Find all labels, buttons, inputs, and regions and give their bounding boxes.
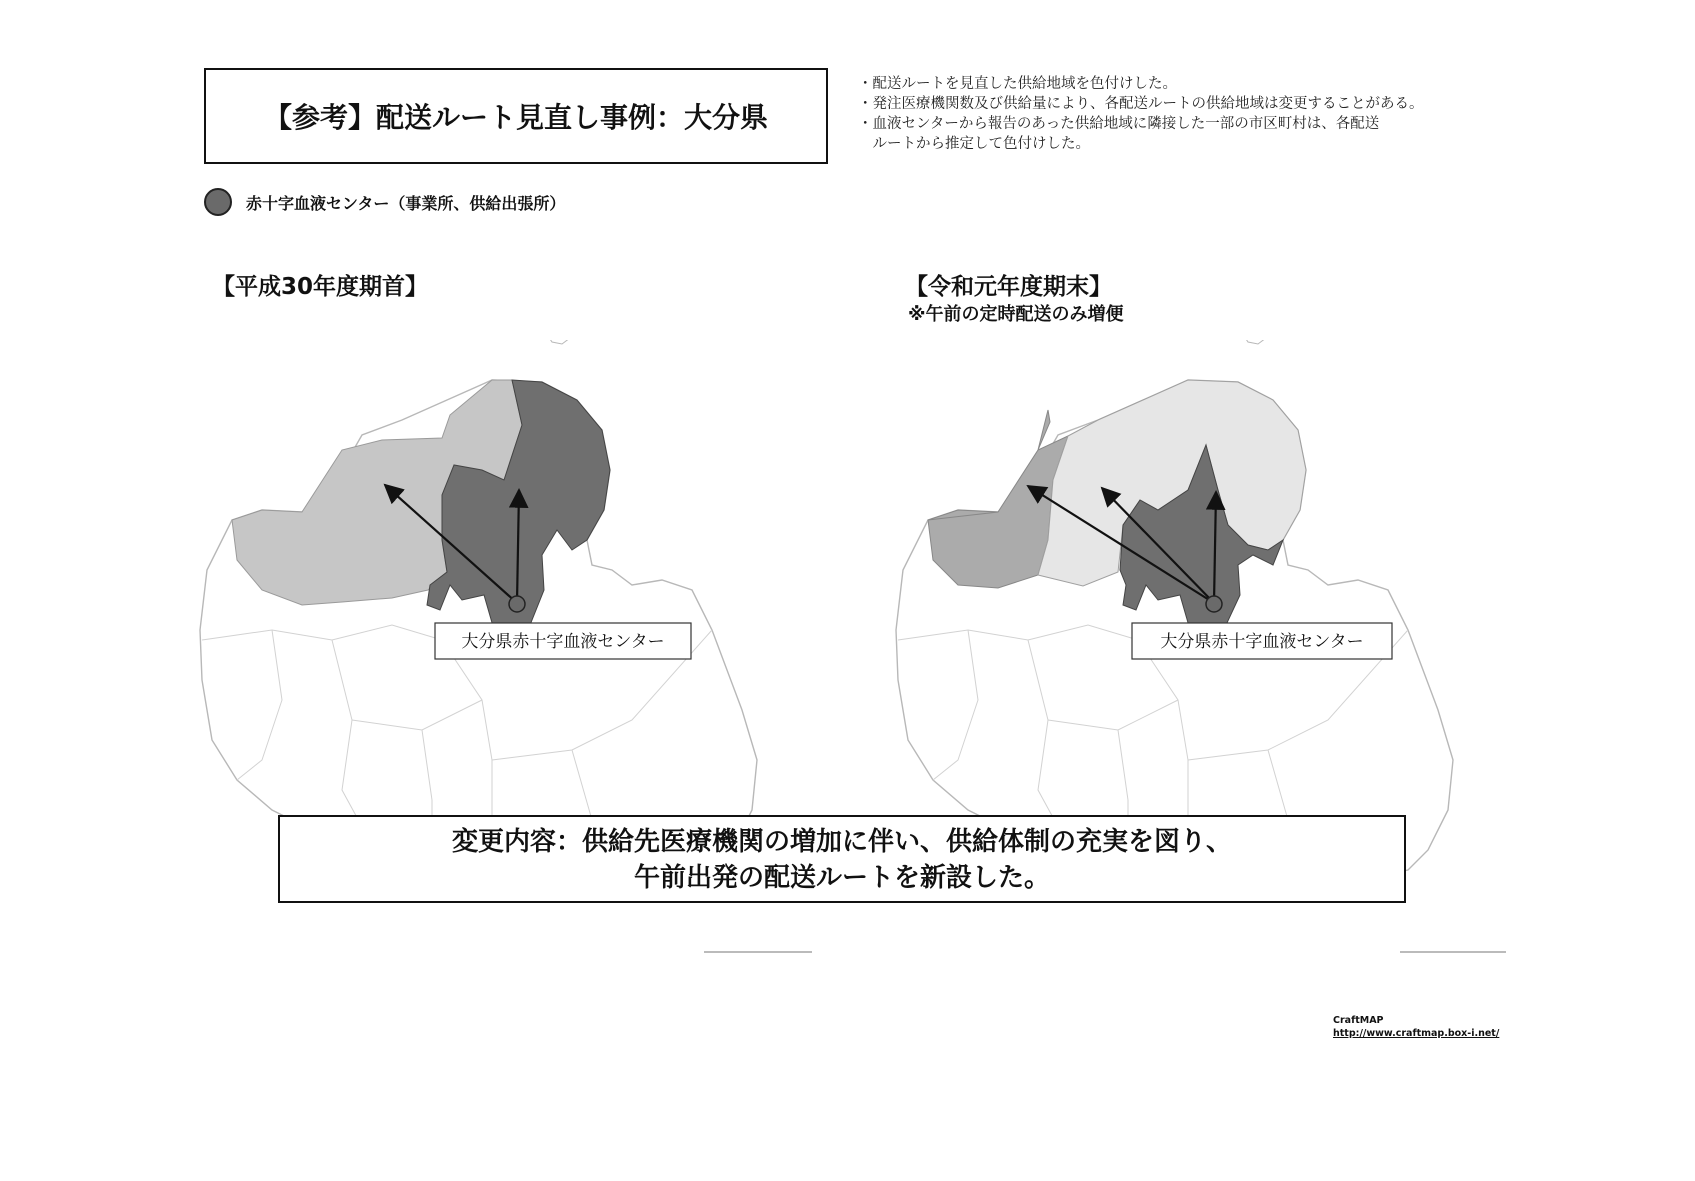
legend-center-marker-icon — [204, 188, 232, 216]
legend-label: 赤十字血液センター（事業所、供給出張所） — [246, 193, 566, 213]
center-label: 大分県赤十字血液センター — [461, 632, 665, 652]
credit-url[interactable]: http://www.craftmap.box-i.net/ — [1333, 1028, 1500, 1039]
notes — [858, 74, 1518, 154]
blood-center-marker-icon — [1206, 596, 1222, 612]
credit-name: CraftMAP — [1333, 1015, 1384, 1026]
blood-center-marker-icon — [509, 596, 525, 612]
change-line-2: 午前出発の配送ルートを新設した。 — [633, 863, 1050, 893]
page-title: 【参考】配送ルート見直し事例：大分県 — [204, 68, 828, 164]
note-line: ・発注医療機関数及び供給量により、各配送ルートの供給地域は変更することがある。 — [858, 96, 1424, 112]
left-map-heading: 【平成30年度期首】 — [212, 274, 429, 300]
note-line: ・配送ルートを見直した供給地域を色付けした。 — [858, 76, 1177, 92]
note-line: ルートから推定して色付けした。 — [858, 136, 1090, 152]
legend — [204, 188, 565, 216]
right-map-subheading: ※午前の定時配送のみ増便 — [908, 304, 1124, 325]
right-map-heading: 【令和元年度期末】 — [905, 274, 1112, 300]
center-label: 大分県赤十字血液センター — [1160, 632, 1364, 652]
map-credit — [1333, 1014, 1499, 1040]
note-line: ・血液センターから報告のあった供給地域に隣接した一部の市区町村は、各配送 — [858, 116, 1380, 132]
change-summary-box — [278, 815, 1406, 903]
change-line-1: 変更内容：供給先医療機関の増加に伴い、供給体制の充実を図り、 — [451, 827, 1232, 857]
